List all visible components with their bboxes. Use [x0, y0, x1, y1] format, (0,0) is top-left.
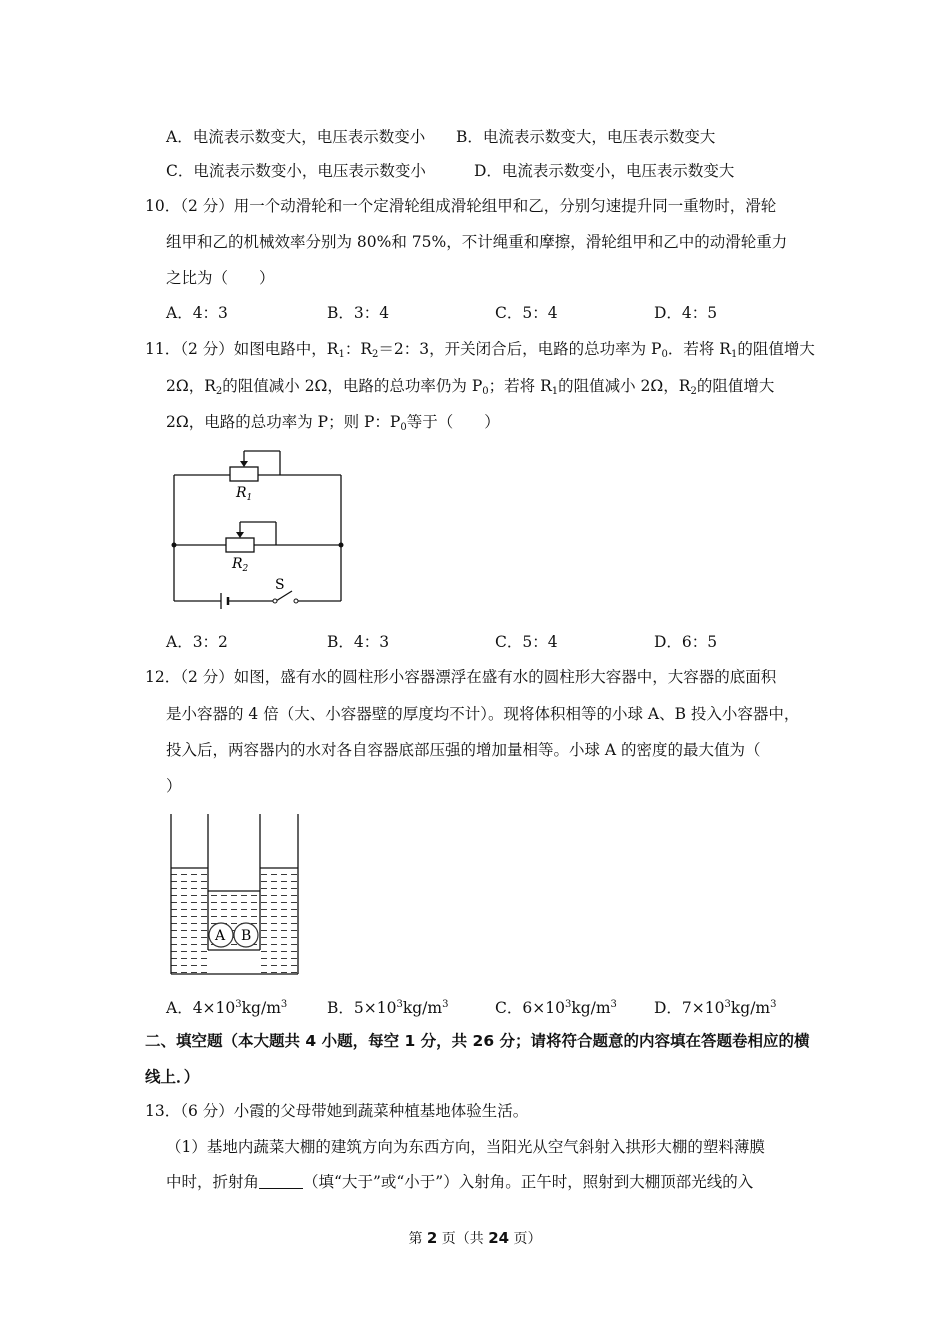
q10-option-d: D．4：5 [654, 304, 718, 322]
q12-option-d: D．$7\times 10^3kg/m^3$ [654, 999, 777, 1017]
ball-a-label: A [215, 928, 226, 944]
r2-resistor [226, 538, 254, 552]
q11-option-c: C．5：4 [495, 633, 558, 651]
section-2-heading-cont: 线上．） [145, 1068, 200, 1086]
q9-option-b: B．电流表示数变大，电压表示数变大 [456, 128, 716, 146]
circuit-diagram [160, 445, 360, 610]
q12-line-4: ） [166, 777, 182, 795]
q12-option-c: C．$6\times 10^3kg/m^3$ [495, 999, 617, 1017]
q10-line-1: 10．（2 分）用一个动滑轮和一个定滑轮组成滑轮组甲和乙，分别匀速提升同一重物时，滑轮 [145, 197, 777, 215]
switch-symbol [273, 599, 277, 603]
q11-line-3: 2Ω，电路的总功率为 P；则 P：$P_0$等于（ ） [166, 413, 500, 433]
q9-option-d: D．电流表示数变小，电压表示数变大 [474, 162, 735, 180]
q11-option-a: A．3：2 [166, 633, 228, 651]
r1-resistor [230, 467, 258, 481]
q10-option-a: A．4：3 [166, 304, 228, 322]
q12-option-b: B．$5\times 10^3kg/m^3$ [327, 999, 449, 1017]
container-diagram [160, 808, 310, 980]
q12-line-3: 投入后，两容器内的水对各自容器底部压强的增加量相等。小球 A 的密度的最大值为（ [166, 741, 761, 759]
ball-b-label: B [241, 928, 252, 944]
q12-line-2: 是小容器的 4 倍（大、小容器壁的厚度均不计）。现将体积相等的小球 A、B 投入小容器中， [166, 705, 800, 723]
q10-option-c: C．5：4 [495, 304, 558, 322]
page-footer: 第 2 页（共 24 页） [408, 1229, 542, 1247]
q9-option-a: A．电流表示数变大，电压表示数变小 [166, 128, 426, 146]
q9-option-c: C．电流表示数变小，电压表示数变小 [166, 162, 426, 180]
answer-blank[interactable] [259, 1174, 303, 1189]
q13-line-1: 13．（6 分）小霞的父母带她到蔬菜种植基地体验生活。 [145, 1102, 529, 1120]
q11-line-1: 11．（2 分）如图电路中，$R_1$：$R_2=2$：3，开关闭合后，电路的总功率为 $P_0$．若将 $R_1$的阻值增大 [145, 340, 815, 360]
r2-label: $R_2$ [232, 556, 249, 574]
q12-option-a: A．$4\times 10^3kg/m^3$ [166, 999, 288, 1017]
switch-label: S [275, 577, 285, 593]
q11-option-b: B．4：3 [327, 633, 390, 651]
q11-line-2: 2Ω，$R_2$的阻值减小 2Ω，电路的总功率仍为 $P_0$；若将 $R_1$的阻值减小 2Ω，$R_2$的阻值增大 [166, 377, 775, 397]
q13-line-2: （1）基地内蔬菜大棚的建筑方向为东西方向，当阳光从空气斜射入拱形大棚的塑料薄膜 [166, 1138, 765, 1156]
r1-label: $R_1$ [236, 485, 253, 503]
q12-line-1: 12．（2 分）如图，盛有水的圆柱形小容器漂浮在盛有水的圆柱形大容器中，大容器的底面积 [145, 668, 777, 686]
q10-line-2: 组甲和乙的机械效率分别为 80%和 75%，不计绳重和摩擦，滑轮组甲和乙中的动滑轮重力 [166, 233, 788, 251]
q11-option-d: D．6：5 [654, 633, 718, 651]
q10-option-b: B．3：4 [327, 304, 390, 322]
q13-line-3: 中时，折射角 （填“大于”或“小于”）入射角。正午时，照射到大棚顶部光线的入 [166, 1173, 754, 1191]
section-2-heading: 二、填空题（本大题共 4 小题，每空 1 分，共 26 分；请将符合题意的内容填在答题卷相应的横 [145, 1032, 810, 1050]
q10-line-3: 之比为（ ） [166, 269, 275, 287]
